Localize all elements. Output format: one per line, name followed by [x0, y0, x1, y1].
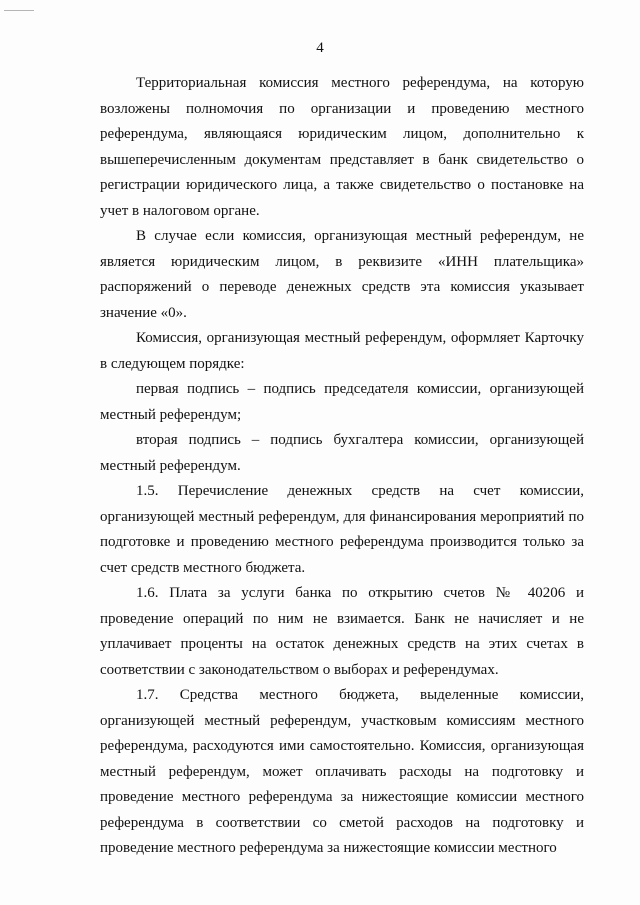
- paragraph-second-signature: вторая подпись – подпись бухгалтера комиссии, организующей местный референдум.: [100, 432, 584, 474]
- paragraph-first-signature: первая подпись – подпись председателя комиссии, организующей местный референдум;: [100, 381, 584, 423]
- paragraph-commission-legal-entity: Территориальная комиссия местного референдума, на которую возложены полномочия по организации и проведению местного референдума, являющаяся юридическим лицом, дополнительно к вышеперечисленным документам представляет в банк свидетельство о регистрации юридического лица, а также свидетельство о постановке на учет в налоговом органе.: [100, 75, 584, 219]
- paragraph-1-7: 1.7. Средства местного бюджета, выделенные комиссии, организующей местный референдум, участковым комиссиям местного референдума, расходуются ими самостоятельно. Комиссия, организующая местный референдум, может оплачивать расходы на подготовку и проведение местного референдума за нижестоящие комиссии местного референдума в соответствии со сметой расходов на подготовку и проведение местного референдума за нижестоящие комиссии местного: [100, 687, 584, 856]
- document-body: [100, 71, 584, 862]
- paragraph-inn-zero: В случае если комиссия, организующая местный референдум, не является юридическим лицом, в реквизите «ИНН плательщика» распоряжений о переводе денежных средств эта комиссия указывает значение «0».: [100, 228, 584, 321]
- paragraph-card-order: Комиссия, организующая местный референдум, оформляет Карточку в следующем порядке:: [100, 330, 584, 372]
- paragraph-1-6: 1.6. Плата за услуги банка по открытию счетов № 40206 и проведение операций по ним не взимается. Банк не начисляет и не уплачивает проценты на остаток денежных средств на этих счетах в соответствии с законодательством о выборах и референдумах.: [100, 585, 584, 678]
- paragraph-1-5: 1.5. Перечисление денежных средств на счет комиссии, организующей местный референдум, для финансирования мероприятий по подготовке и проведению местного референдума производится только за счет средств местного бюджета.: [100, 483, 584, 576]
- scan-corner-mark: [4, 10, 34, 11]
- page-number: 4: [316, 40, 324, 56]
